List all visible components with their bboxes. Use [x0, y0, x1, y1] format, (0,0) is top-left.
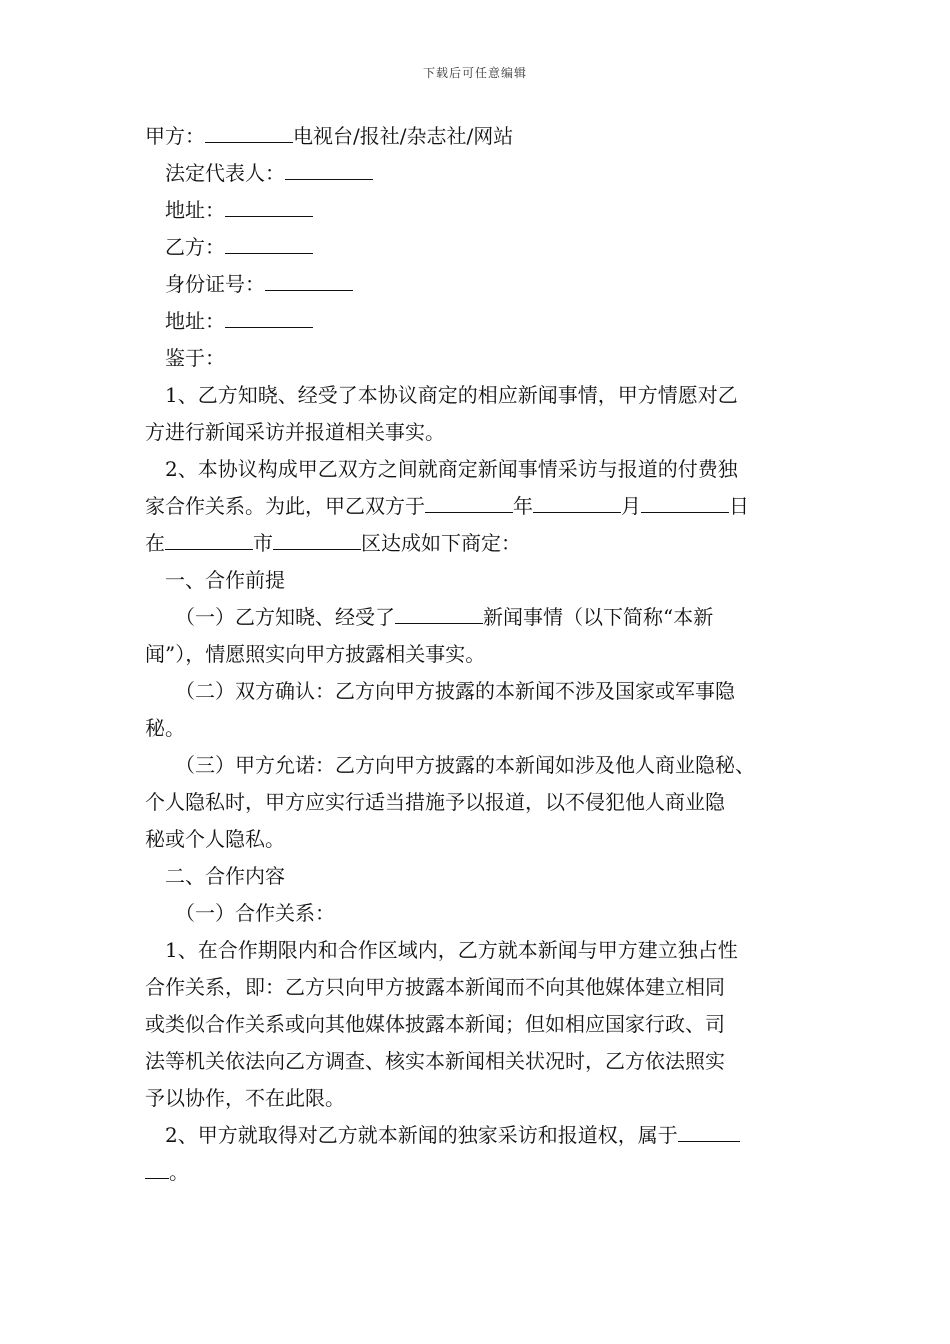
party-b-address-blank[interactable]: [225, 305, 313, 328]
party-a-address-line: [145, 192, 810, 229]
section-heading: 二、合作内容: [165, 864, 285, 888]
legal-rep-blank[interactable]: [285, 157, 373, 180]
party-b-address-label: 地址：: [165, 309, 225, 333]
clause-text: 新闻事情（以下简称“本新: [483, 605, 714, 629]
section-heading: 一、合作前提: [165, 568, 285, 592]
legal-rep-label: 法定代表人：: [165, 161, 285, 185]
closing-punctuation: 。: [169, 1160, 189, 1184]
date-line: [145, 488, 810, 525]
legal-rep-line: [145, 155, 810, 192]
id-number-label: 身份证号：: [165, 272, 265, 296]
paragraph-line: 秘。: [145, 716, 185, 740]
paragraph-line: 法等机关依法向乙方调查、核实本新闻相关状况时，乙方依法照实: [145, 1049, 725, 1073]
day-label: 日: [729, 494, 749, 518]
month-label: 月: [621, 494, 641, 518]
news-event-blank[interactable]: [395, 601, 483, 624]
day-blank[interactable]: [641, 490, 729, 513]
clause-line: （三）甲方允诺：乙方向甲方披露的本新闻如涉及他人商业隐秘、: [175, 753, 755, 777]
paragraph-line: 2、本协议构成甲乙双方之间就商定新闻事情采访与报道的付费独: [165, 457, 738, 481]
party-a-blank[interactable]: [205, 120, 293, 143]
month-blank[interactable]: [533, 490, 621, 513]
id-number-line: [145, 266, 810, 303]
party-a-address-blank[interactable]: [225, 194, 313, 217]
clause-line: [145, 599, 810, 636]
party-a-address-label: 地址：: [165, 198, 225, 222]
party-a-type: 电视台/报社/杂志社/网站: [293, 124, 514, 148]
paragraph-line: 合作关系，即：乙方只向甲方披露本新闻而不向其他媒体建立相同: [145, 975, 725, 999]
document-body: [145, 118, 810, 1191]
party-a-line: [145, 118, 810, 155]
paragraph-line: 或类似合作关系或向其他媒体披露本新闻；但如相应国家行政、司: [145, 1012, 725, 1036]
location-line: [145, 525, 810, 562]
party-b-address-line: [145, 303, 810, 340]
party-b-line: [145, 229, 810, 266]
belongs-to-blank[interactable]: [678, 1119, 740, 1142]
id-number-blank[interactable]: [265, 268, 353, 291]
party-b-blank[interactable]: [225, 231, 313, 254]
location-suffix: 区达成如下商定：: [361, 531, 521, 555]
subsection-heading: （一）合作关系：: [175, 901, 335, 925]
clause-text: 2、甲方就取得对乙方就本新闻的独家采访和报道权，属于: [165, 1123, 678, 1147]
paragraph-line: 闻”），情愿照实向甲方披露相关事实。: [145, 642, 486, 666]
city-label: 市: [253, 531, 273, 555]
paragraph-line: 予以协作，不在此限。: [145, 1086, 345, 1110]
party-a-label: 甲方：: [145, 124, 205, 148]
continuation-line: [145, 1154, 810, 1191]
belongs-to-blank-continued[interactable]: [145, 1156, 169, 1179]
paragraph-line: 个人隐私时，甲方应实行适当措施予以报道，以不侵犯他人商业隐: [145, 790, 725, 814]
year-blank[interactable]: [425, 490, 513, 513]
paragraph-line: 秘或个人隐私。: [145, 827, 285, 851]
page-header: 下载后可任意编辑: [422, 66, 527, 80]
paragraph-line: 1、乙方知晓、经受了本协议商定的相应新闻事情，甲方情愿对乙: [165, 383, 738, 407]
district-blank[interactable]: [273, 527, 361, 550]
clause-line: （二）双方确认：乙方向甲方披露的本新闻不涉及国家或军事隐: [175, 679, 735, 703]
party-b-label: 乙方：: [165, 235, 225, 259]
year-label: 年: [513, 494, 533, 518]
paragraph-line: 方进行新闻采访并报道相关事实。: [145, 420, 445, 444]
date-line-text: 家合作关系。为此，甲乙双方于: [145, 494, 425, 518]
whereas-heading: 鉴于：: [165, 346, 225, 370]
paragraph-line: 1、在合作期限内和合作区域内，乙方就本新闻与甲方建立独占性: [165, 938, 738, 962]
location-prefix: 在: [145, 531, 165, 555]
clause-text: （一）乙方知晓、经受了: [175, 605, 395, 629]
city-blank[interactable]: [165, 527, 253, 550]
clause-line: [145, 1117, 810, 1154]
